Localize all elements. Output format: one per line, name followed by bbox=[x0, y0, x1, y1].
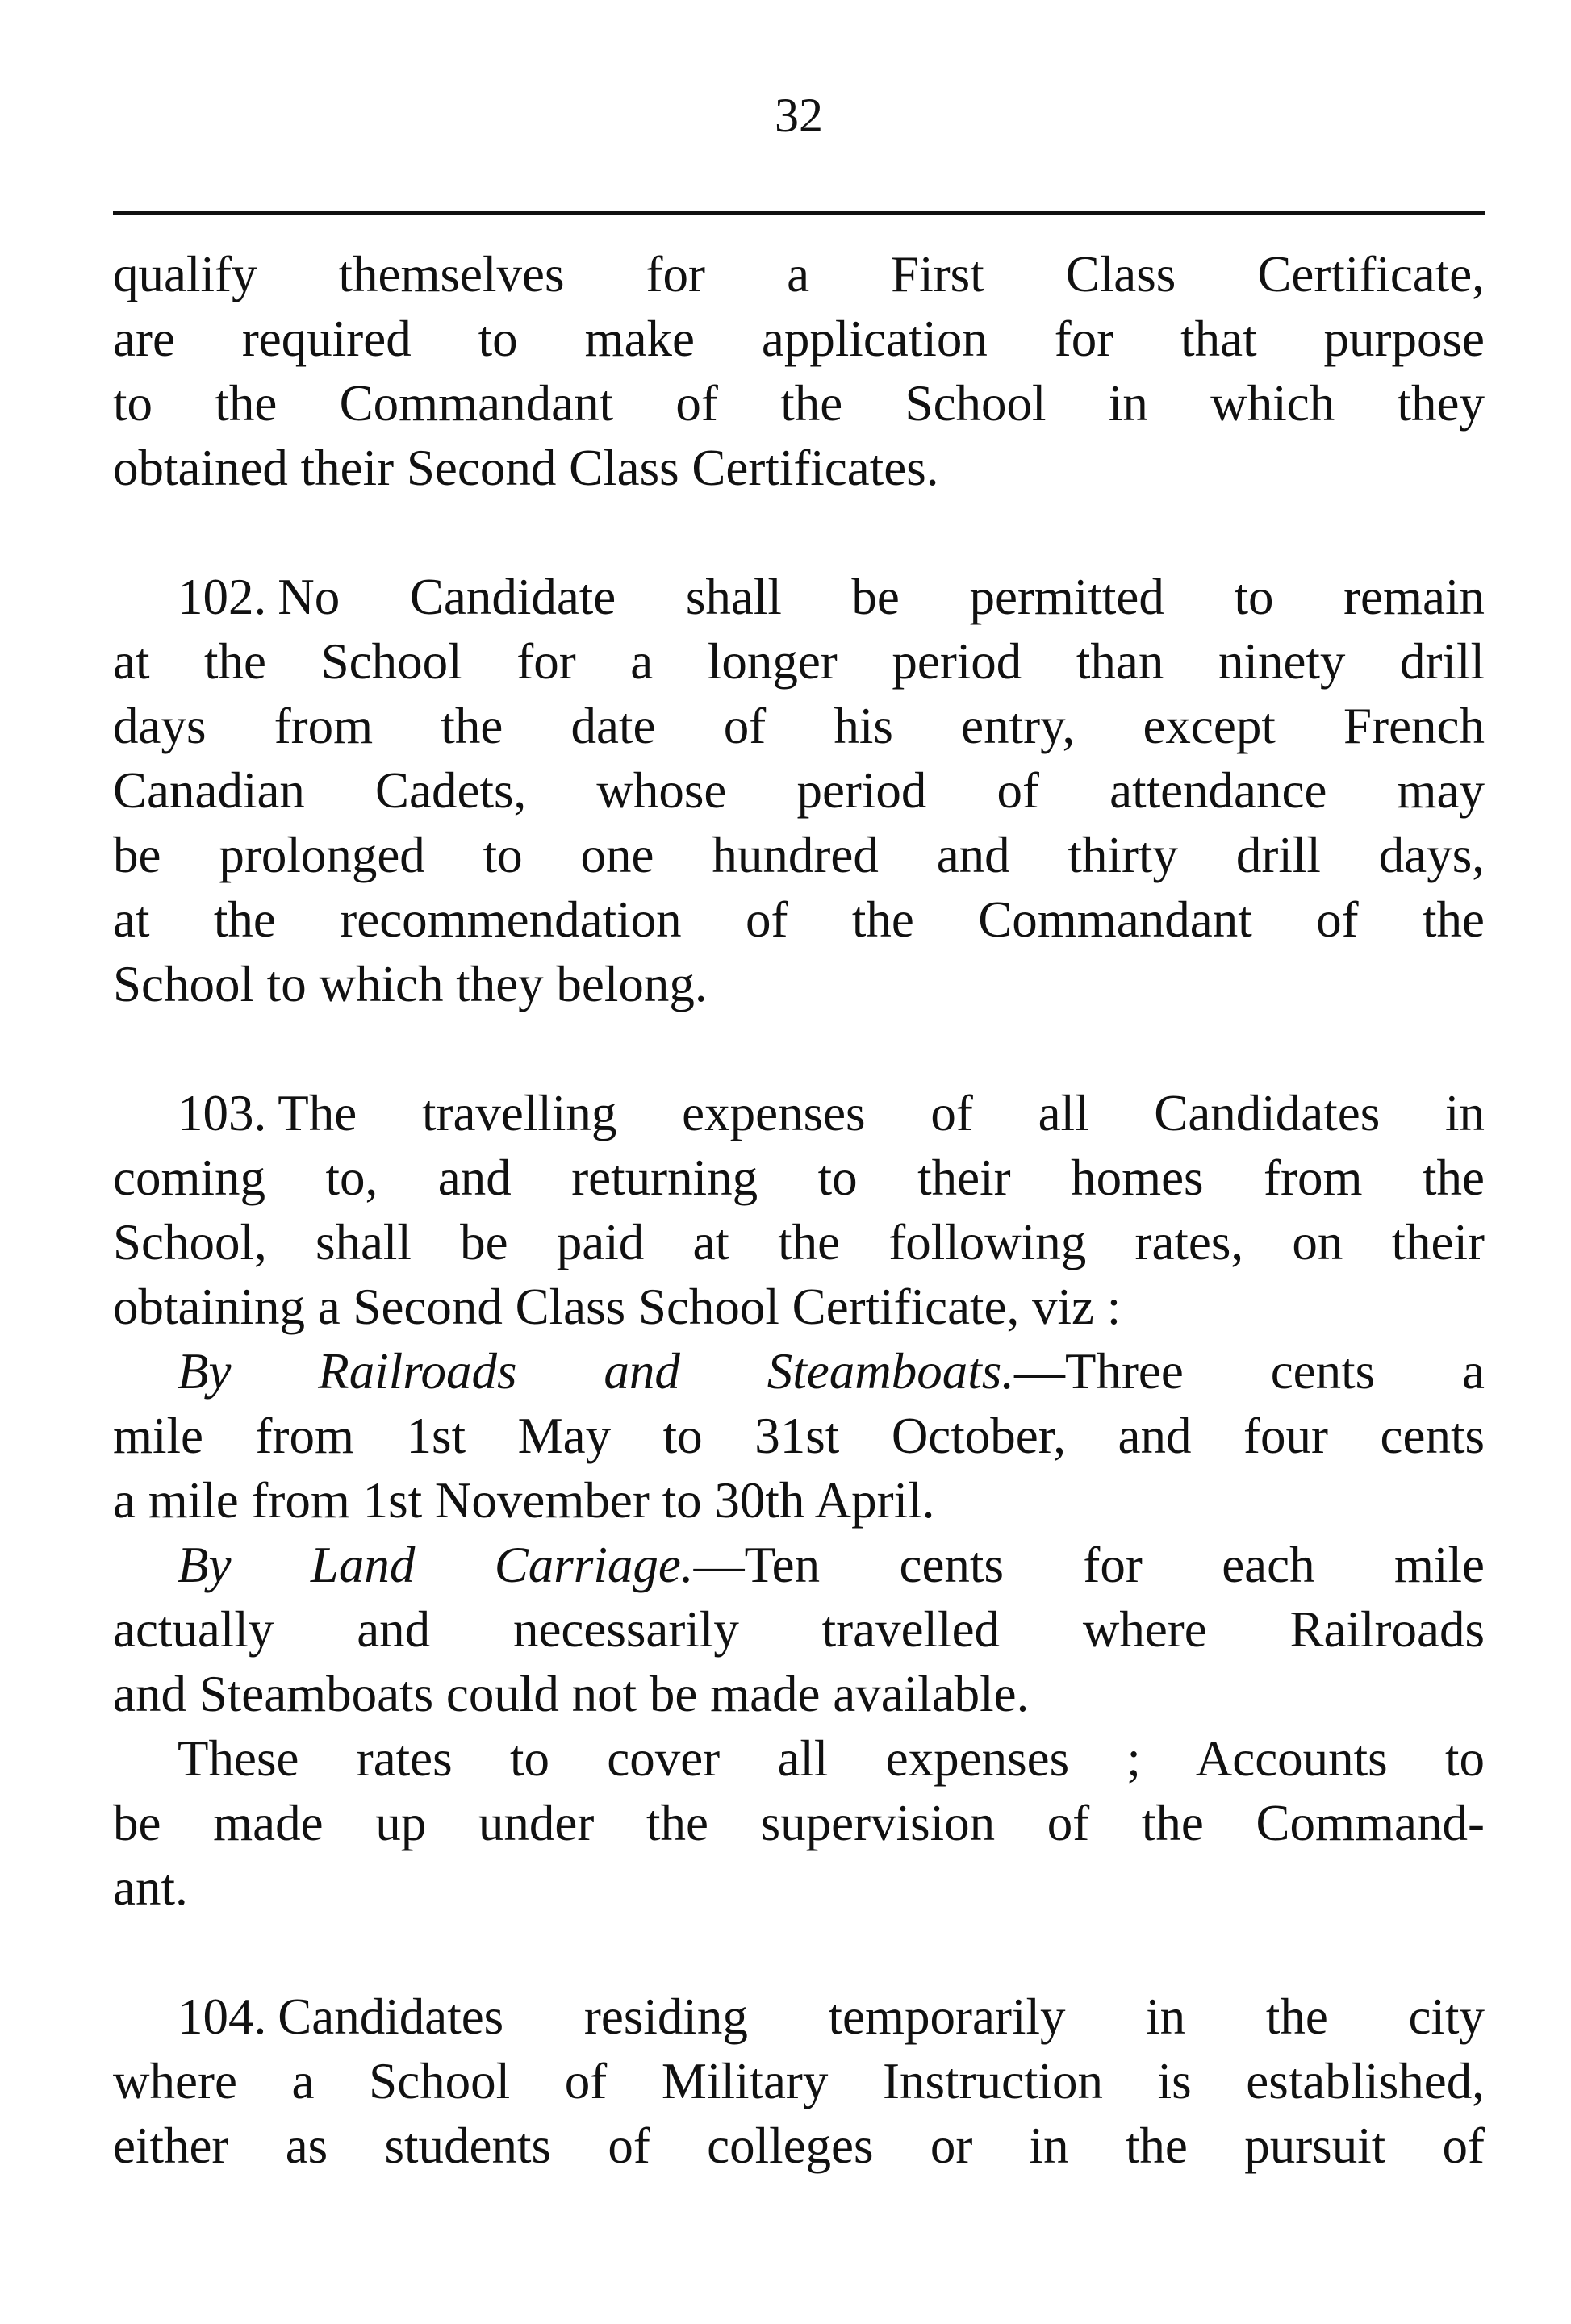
document-page bbox=[113, 0, 1485, 2324]
header-rule bbox=[113, 211, 1485, 215]
text-line: where a School of Military Instruction is established, bbox=[113, 2053, 1485, 2109]
paragraph-gap bbox=[113, 1920, 1485, 1984]
paragraph-102 bbox=[113, 565, 1485, 1016]
text-fragment: —Three cents a bbox=[1013, 1343, 1485, 1400]
text-fragment: No Candidate shall be permitted to remain bbox=[278, 569, 1485, 625]
text-line: qualify themselves for a First Class Certificate, bbox=[113, 246, 1485, 302]
page-body bbox=[113, 242, 1485, 2178]
paragraph-continued bbox=[113, 242, 1485, 500]
text-fragment: Candidates residing temporarily in the city bbox=[278, 1988, 1485, 2045]
text-line: These rates to cover all expenses ; Accounts to bbox=[178, 1730, 1485, 1787]
text-line: coming to, and returning to their homes from the bbox=[113, 1149, 1485, 1206]
text-line: ant. bbox=[113, 1859, 188, 1916]
paragraph-gap bbox=[113, 1016, 1485, 1081]
page-number: 32 bbox=[775, 89, 823, 142]
text-line: either as students of colleges or in the pursuit of bbox=[113, 2117, 1485, 2174]
text-fragment: —Ten cents for each mile bbox=[693, 1537, 1485, 1593]
text-line bbox=[113, 1984, 1485, 2049]
paragraph-104 bbox=[113, 1984, 1485, 2178]
text-line bbox=[113, 1081, 1485, 1145]
text-line: at the School for a longer period than ninety drill bbox=[113, 633, 1485, 690]
text-line: at the recommendation of the Commandant of the bbox=[113, 891, 1485, 948]
paragraph-number: 103. bbox=[178, 1085, 267, 1141]
text-line: obtaining a Second Class School Certificate, viz : bbox=[113, 1279, 1122, 1335]
text-line: to the Commandant of the School in which they bbox=[113, 375, 1485, 432]
text-line: are required to make application for that purpose bbox=[113, 311, 1485, 367]
text-line: Canadian Cadets, whose period of attendance may bbox=[113, 762, 1485, 819]
paragraph-103 bbox=[113, 1081, 1485, 1920]
text-line bbox=[113, 565, 1485, 629]
italic-heading: By Railroads and Steamboats. bbox=[178, 1343, 1014, 1400]
text-line bbox=[113, 1533, 1485, 1597]
italic-heading: By Land Carriage. bbox=[178, 1537, 694, 1593]
text-line: School to which they belong. bbox=[113, 956, 708, 1012]
paragraph-number: 104. bbox=[178, 1988, 267, 2045]
text-line: mile from 1st May to 31st October, and four cents bbox=[113, 1408, 1485, 1464]
text-line: be prolonged to one hundred and thirty drill days, bbox=[113, 827, 1485, 883]
text-line: and Steamboats could not be made available. bbox=[113, 1666, 1030, 1722]
text-line: obtained their Second Class Certificates. bbox=[113, 440, 939, 496]
text-line: be made up under the supervision of the Command- bbox=[113, 1795, 1485, 1851]
text-fragment: The travelling expenses of all Candidates in bbox=[278, 1085, 1485, 1141]
text-line: actually and necessarily travelled where Railroads bbox=[113, 1601, 1485, 1658]
paragraph-gap bbox=[113, 500, 1485, 565]
text-line: School, shall be paid at the following rates, on their bbox=[113, 1214, 1485, 1270]
text-line: a mile from 1st November to 30th April. bbox=[113, 1472, 935, 1529]
text-line bbox=[113, 1339, 1485, 1404]
paragraph-number: 102. bbox=[178, 569, 267, 625]
text-line: days from the date of his entry, except French bbox=[113, 698, 1485, 754]
